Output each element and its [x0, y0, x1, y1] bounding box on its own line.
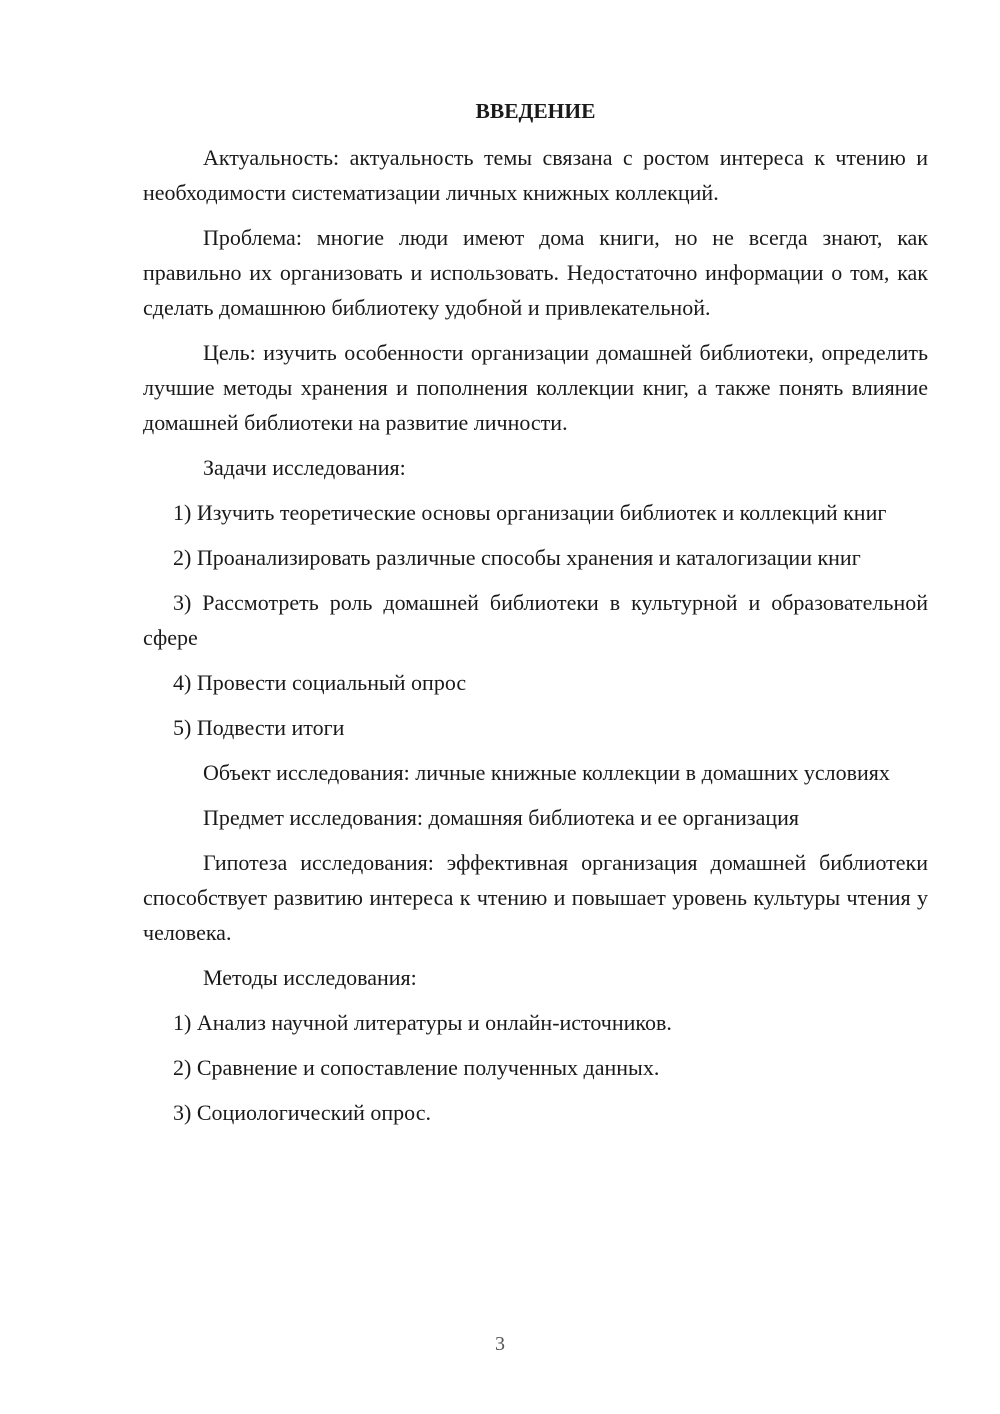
object-paragraph: Объект исследования: личные книжные коллекции в домашних условиях	[203, 760, 890, 785]
method-item-3: 3) Социологический опрос.	[173, 1100, 431, 1125]
problem-paragraph: Проблема: многие люди имеют дома книги, но не всегда знают, как правильно их организовать и использовать. Недостаточно информации о том, как сделать домашнюю библиотеку удобной и привлекательной.	[143, 225, 928, 320]
page-title: ВВЕДЕНИЕ	[475, 99, 596, 123]
method-item-2: 2) Сравнение и сопоставление полученных данных.	[173, 1055, 660, 1080]
task-item-3: 3) Рассмотреть роль домашней библиотеки в культурной и образовательной сфере	[143, 590, 928, 650]
relevance-paragraph: Актуальность: актуальность темы связана с ростом интереса к чтению и необходимости систематизации личных книжных коллекций.	[143, 145, 928, 205]
task-item-4: 4) Провести социальный опрос	[173, 670, 467, 695]
methods-heading: Методы исследования:	[203, 965, 417, 990]
task-item-2: 2) Проанализировать различные способы хранения и каталогизации книг	[173, 545, 861, 570]
hypothesis-paragraph: Гипотеза исследования: эффективная организация домашней библиотеки способствует развитию интереса к чтению и повышает уровень культуры чтения у человека.	[143, 850, 928, 945]
task-item-5: 5) Подвести итоги	[173, 715, 345, 740]
goal-paragraph: Цель: изучить особенности организации домашней библиотеки, определить лучшие методы хранения и пополнения коллекции книг, а также понять влияние домашней библиотеки на развитие личности.	[143, 340, 928, 435]
tasks-heading: Задачи исследования:	[203, 455, 406, 480]
subject-paragraph: Предмет исследования: домашняя библиотека и ее организация	[203, 805, 800, 830]
task-item-1: 1) Изучить теоретические основы организации библиотек и коллекций книг	[173, 500, 887, 525]
page-number: 3	[495, 1333, 505, 1355]
method-item-1: 1) Анализ научной литературы и онлайн-источников.	[173, 1010, 672, 1035]
document-page	[143, 96, 928, 1140]
